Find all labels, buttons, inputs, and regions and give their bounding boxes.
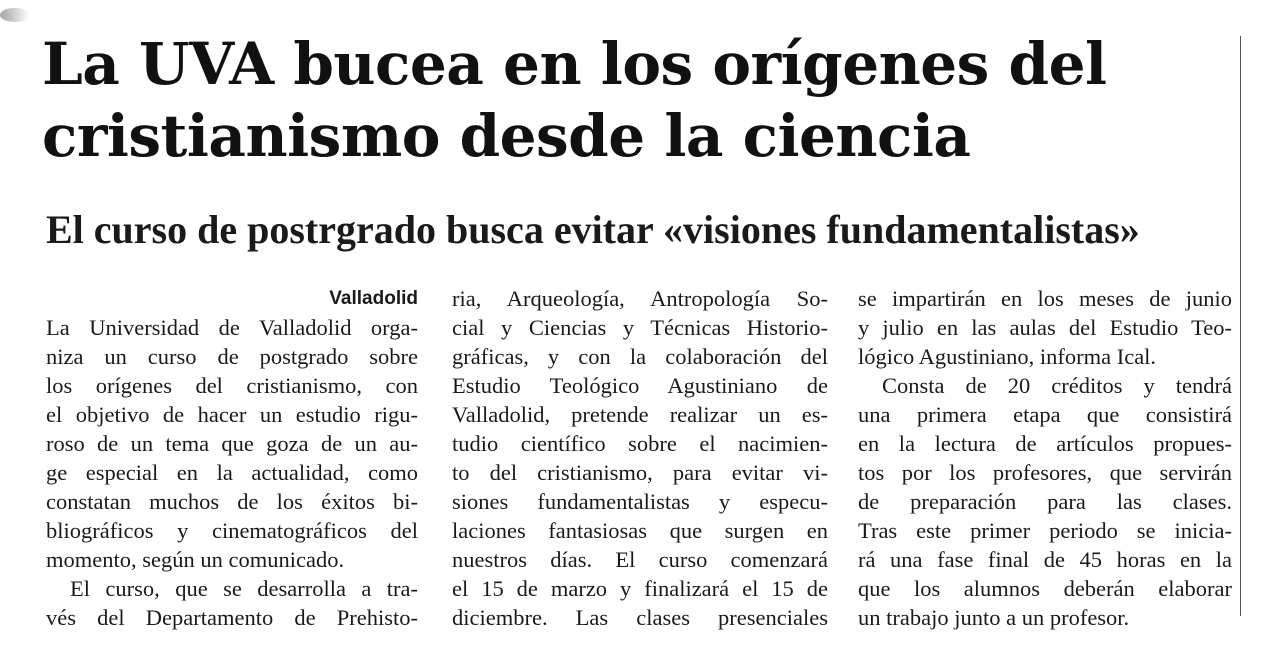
body-line: Valladolid, pretende realizar un es- bbox=[452, 402, 828, 427]
body-line: que los alumnos deberán elaborar bbox=[858, 576, 1232, 601]
body-line: niza un curso de postgrado sobre bbox=[46, 344, 418, 369]
body-line: tudio científico sobre el nacimien- bbox=[452, 431, 828, 456]
article-column-1 bbox=[46, 284, 418, 632]
subtitle: El curso de postrgrado busca evitar «visiones fundamentalistas» bbox=[46, 207, 1140, 252]
body-line: lógico Agustiniano, informa Ical. bbox=[858, 344, 1157, 369]
body-line: ria, Arqueología, Antropología So- bbox=[452, 286, 828, 311]
body-line: ge especial en la actualidad, como bbox=[46, 460, 418, 485]
body-line: tos por los profesores, que servirán bbox=[858, 460, 1232, 485]
body-line: Consta de 20 créditos y tendrá bbox=[882, 373, 1232, 398]
body-line: diciembre. Las clases presenciales bbox=[452, 605, 828, 630]
body-line: La Universidad de Valladolid orga- bbox=[46, 315, 418, 340]
body-line: se impartirán en los meses de junio bbox=[858, 286, 1232, 311]
body-line: un trabajo junto a un profesor. bbox=[858, 605, 1130, 630]
body-line: El curso, que se desarrolla a tra- bbox=[70, 576, 418, 601]
headline bbox=[42, 28, 1242, 172]
body-line: momento, según un comunicado. bbox=[46, 547, 345, 572]
body-line: laciones fantasiosas que surgen en bbox=[452, 518, 828, 543]
body-line: siones fundamentalistas y especu- bbox=[452, 489, 828, 514]
scan-smudge bbox=[0, 8, 30, 22]
body-line: constatan muchos de los éxitos bi- bbox=[46, 489, 418, 514]
dateline: Valladolid bbox=[329, 288, 418, 309]
body-line: y julio en las aulas del Estudio Teo- bbox=[858, 315, 1232, 340]
body-line: el objetivo de hacer un estudio rigu- bbox=[46, 402, 418, 427]
body-line: de preparación para las clases. bbox=[858, 489, 1232, 514]
body-line: vés del Departamento de Prehisto- bbox=[46, 605, 418, 630]
article-column-3 bbox=[858, 284, 1232, 632]
headline-line: La UVA bucea en los orígenes del bbox=[42, 30, 1107, 98]
body-line: los orígenes del cristianismo, con bbox=[46, 373, 418, 398]
body-line: gráficas, y con la colaboración del bbox=[452, 344, 828, 369]
body-line: nuestros días. El curso comenzará bbox=[452, 547, 828, 572]
column-rule bbox=[1240, 36, 1241, 616]
body-line: bliográficos y cinematográficos del bbox=[46, 518, 418, 543]
body-line: una primera etapa que consistirá bbox=[858, 402, 1232, 427]
body-line: el 15 de marzo y finalizará el 15 de bbox=[452, 576, 828, 601]
body-line: to del cristianismo, para evitar vi- bbox=[452, 460, 828, 485]
body-line: rá una fase final de 45 horas en la bbox=[858, 547, 1232, 572]
body-line: en la lectura de artículos propues- bbox=[858, 431, 1232, 456]
body-line: roso de un tema que goza de un au- bbox=[46, 431, 418, 456]
headline-line: cristianismo desde la ciencia bbox=[42, 102, 971, 170]
body-line: cial y Ciencias y Técnicas Historio- bbox=[452, 315, 828, 340]
body-line: Tras este primer periodo se inicia- bbox=[858, 518, 1232, 543]
article-column-2 bbox=[452, 284, 828, 632]
body-line: Estudio Teológico Agustiniano de bbox=[452, 373, 828, 398]
